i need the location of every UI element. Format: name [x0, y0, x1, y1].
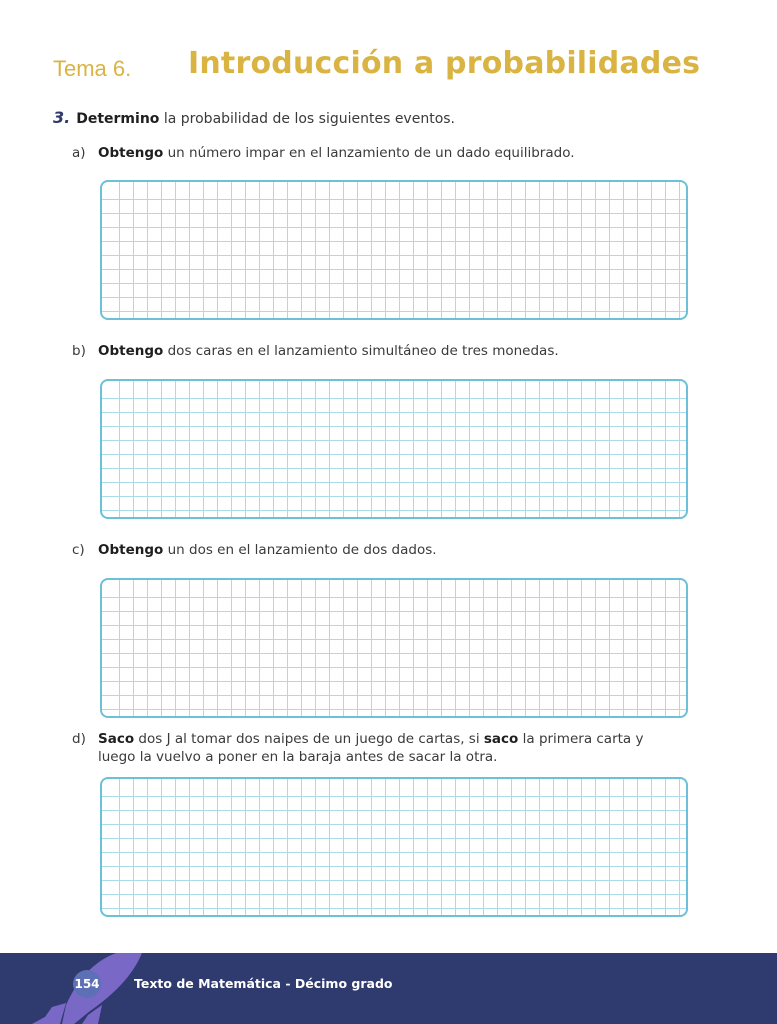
item-text: dos caras en el lanzamiento simultáneo de tres monedas. [167, 343, 559, 359]
item-letter: a) [72, 145, 86, 161]
item-a [72, 144, 692, 162]
answer-grid-b[interactable] [100, 379, 688, 519]
item-verb-2: saco [483, 731, 519, 747]
tema-label: Tema 6. [53, 56, 132, 81]
answer-grid-a[interactable] [100, 180, 688, 320]
page-header [53, 44, 753, 88]
item-verb: Saco [98, 731, 135, 747]
book-title: Texto de Matemática - Décimo grado [134, 976, 393, 991]
question-3 [53, 108, 455, 127]
item-verb: Obtengo [98, 542, 164, 558]
answer-grid-d[interactable] [100, 777, 688, 917]
item-text: dos J al tomar dos naipes de un juego de cartas, si [138, 731, 480, 747]
item-letter: d) [72, 731, 86, 747]
page-title: Introducción a probabilidades [188, 46, 701, 81]
item-c [72, 541, 692, 559]
question-text: la probabilidad de los siguientes eventos. [163, 111, 456, 127]
question-verb: Determino [76, 111, 160, 127]
item-letter: b) [72, 343, 86, 359]
page-footer [0, 953, 777, 1024]
page-number: 154 [73, 970, 101, 998]
item-text-2: la primera carta y luego la vuelvo a poner en la baraja antes de sacar la otra. [98, 731, 644, 765]
item-b [72, 342, 692, 360]
item-d [72, 730, 672, 766]
item-text: un dos en el lanzamiento de dos dados. [167, 542, 437, 558]
item-text: un número impar en el lanzamiento de un dado equilibrado. [167, 145, 575, 161]
answer-grid-c[interactable] [100, 578, 688, 718]
item-letter: c) [72, 542, 85, 558]
item-verb: Obtengo [98, 343, 164, 359]
item-verb: Obtengo [98, 145, 164, 161]
question-number: 3. [53, 108, 71, 127]
